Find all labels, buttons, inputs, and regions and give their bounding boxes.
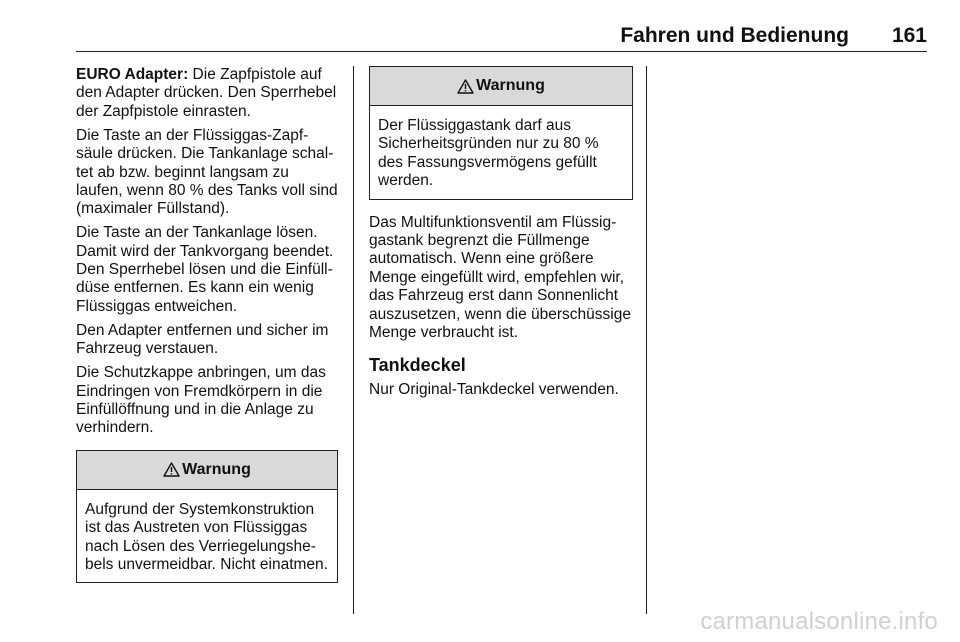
warning-label: Warnung bbox=[182, 460, 251, 478]
paragraph-text: Die Zapfpistole auf den Adapter drücken. Den Sperrhebel der Zapfpistole einrasten. bbox=[76, 66, 337, 120]
warning-triangle-icon bbox=[457, 79, 474, 94]
page-number: 161 bbox=[891, 24, 927, 47]
column-divider-left bbox=[353, 66, 354, 614]
header-title: Fahren und Bedienung bbox=[620, 24, 849, 47]
warning-box bbox=[76, 450, 338, 584]
left-column bbox=[76, 66, 338, 597]
warning-header bbox=[77, 451, 337, 490]
watermark: carmanualsonline.info bbox=[700, 608, 938, 635]
warning-triangle-icon bbox=[163, 462, 180, 477]
column-divider-right bbox=[646, 66, 647, 614]
middle-column bbox=[369, 66, 633, 405]
term-euro-adapter: EURO Adapter: bbox=[76, 66, 189, 83]
warning-header bbox=[370, 67, 632, 106]
header-rule bbox=[76, 51, 927, 52]
warning-text: Aufgrund der Systemkonstruktion ist das Austreten von Flüssiggas nach Lösen des Verriegelungshebels unvermeidbar. Nicht einatmen. bbox=[85, 500, 328, 573]
paragraph-press-button: Die Taste an der Flüssiggas-Zapfsäule drücken. Die Tankanlage schaltet ab bzw. beginnt langsam zu laufen, wenn 80 % des Tanks voll sind (maximaler Füllstand). bbox=[76, 126, 338, 218]
paragraph-original-cap: Nur Original-Tankdeckel verwenden. bbox=[369, 380, 619, 398]
paragraph-remove-adapter: Den Adapter entfernen und sicher im Fahrzeug verstauen. bbox=[76, 321, 329, 358]
paragraph-protective-cap: Die Schutzkappe anbringen, um das Eindringen von Fremdkörpern in die Einfüllöffnung und in die Anlage zu verhindern. bbox=[76, 364, 326, 437]
warning-box bbox=[369, 66, 633, 200]
section-heading-tankdeckel: Tankdeckel bbox=[369, 355, 466, 376]
paragraph-multifunction-valve: Das Multifunktionsventil am Flüssiggastank begrenzt die Füllmenge automatisch. Wenn eine größere Menge eingefüllt wird, empfehlen wir, das Fahrzeug erst dann Sonnenlicht auszusetzen, wenn die überschüssige Menge verbraucht ist. bbox=[369, 213, 631, 342]
warning-text: Der Flüssiggastank darf aus Sicherheitsgründen nur zu 80 % des Fassungsvermögens gefüllt werden. bbox=[378, 117, 599, 190]
paragraph-euro-adapter bbox=[76, 66, 338, 121]
warning-label: Warnung bbox=[476, 76, 545, 94]
paragraph-release-button: Die Taste an der Tankanlage lösen. Damit wird der Tankvorgang beendet. Den Sperrhebel lösen und die Einfülldüse entfernen. Es kann ein wenig Flüssiggas entweichen. bbox=[76, 224, 334, 315]
page-header bbox=[76, 24, 927, 50]
